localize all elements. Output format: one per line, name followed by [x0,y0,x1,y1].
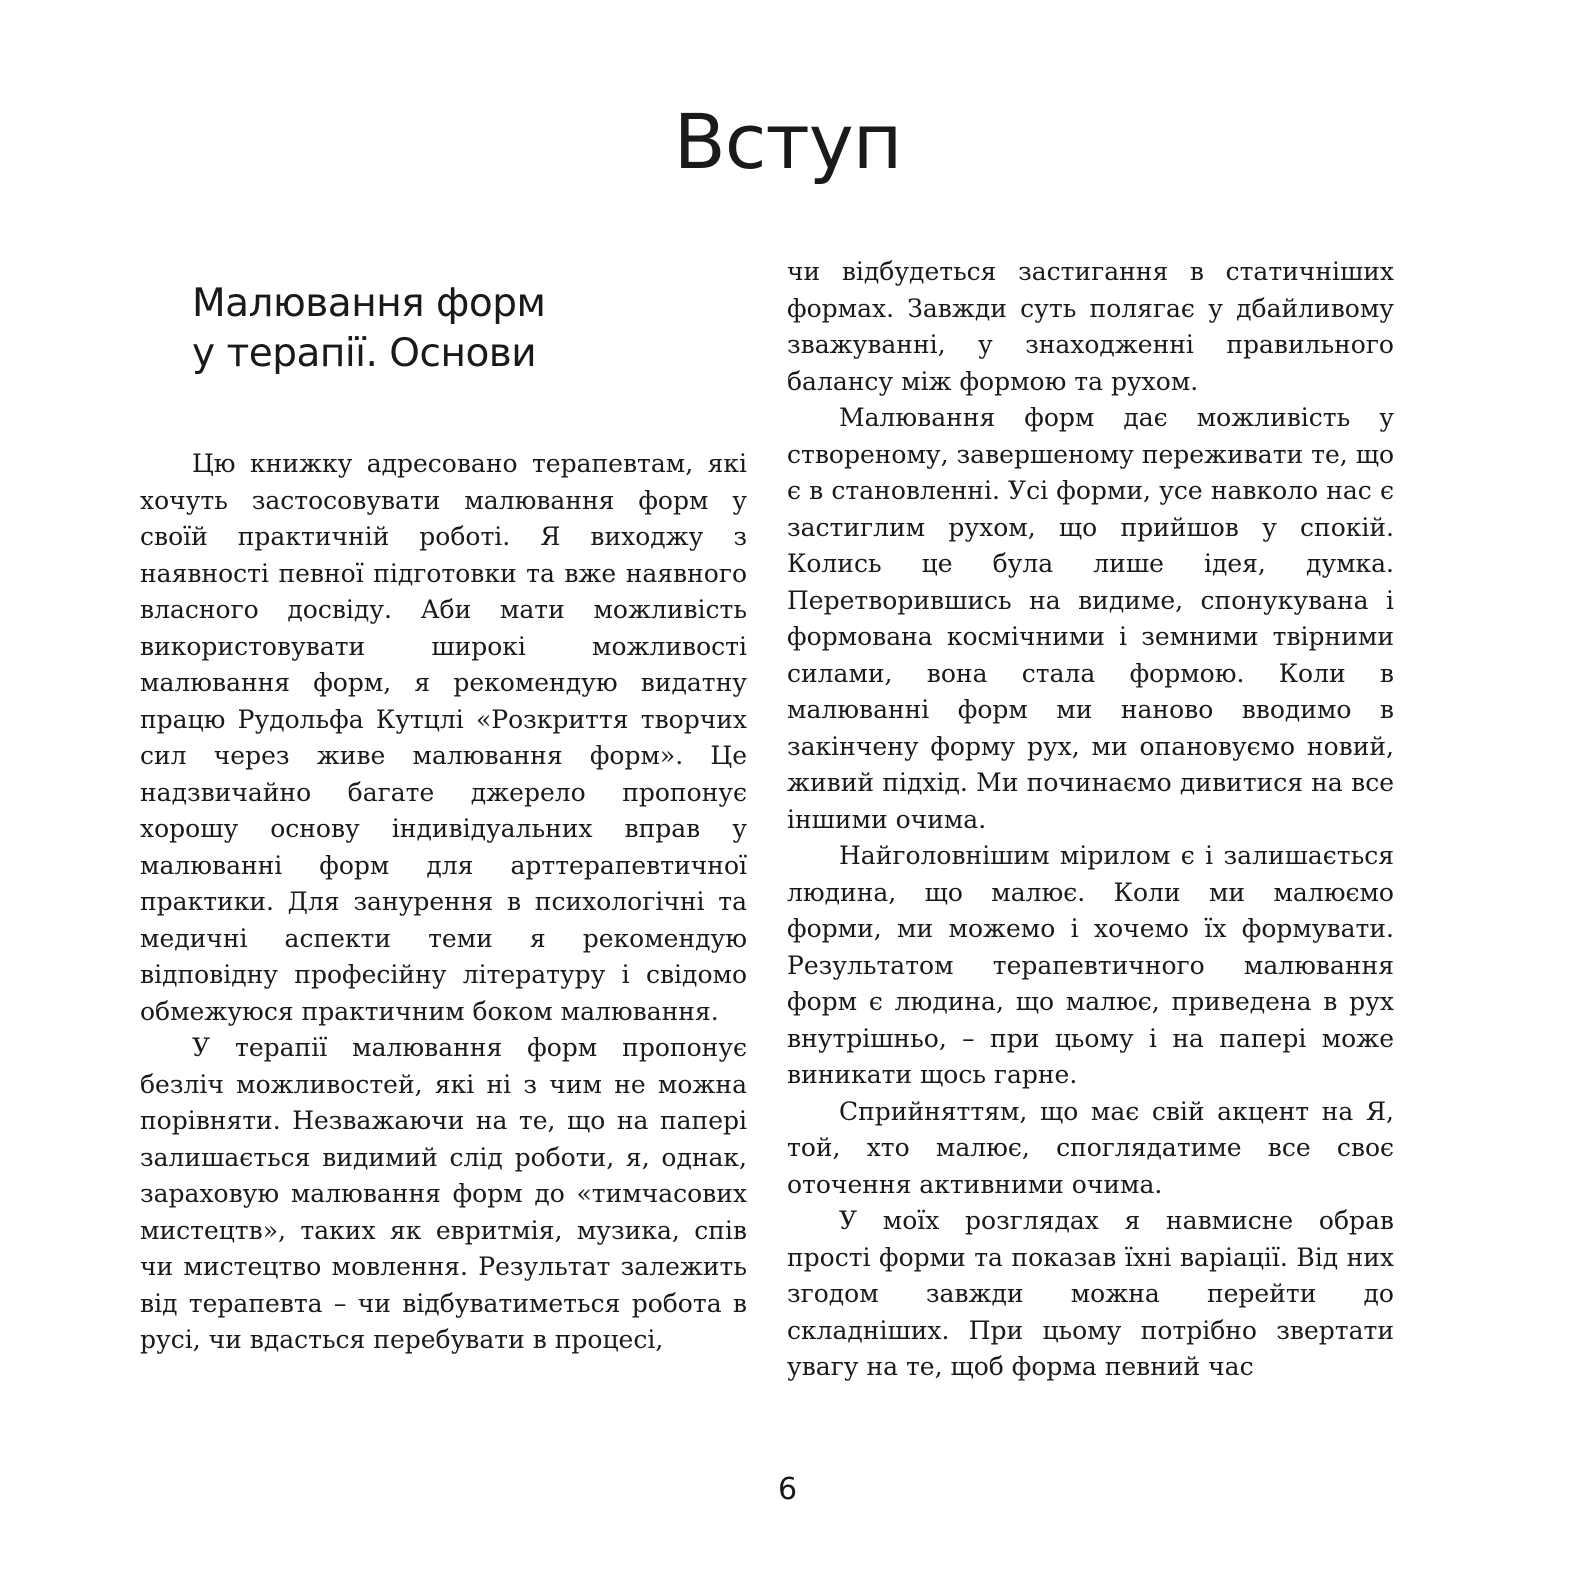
section-heading [140,279,747,379]
section-heading-line-2: у терапії. Основи [192,331,537,376]
chapter-title: Вступ [673,97,902,186]
paragraph: Сприйняттям, що має свій акцент на Я, той, хто малює, споглядатиме все своє оточення активними очима. [787,1096,1394,1199]
right-column [787,254,1394,1386]
paragraph: У моїх розглядах я навмисне обрав прості форми та показав їхні варіації. Від них згодом завжди можна перейти до складніших. При цьому потрібно звертати увагу на те, щоб форма певний час [787,1206,1394,1381]
paragraph-continued: чи відбудеться застигання в статичніших формах. Завжди суть полягає у дбайливому зважуванні, у знаходженні правильного балансу між формою та рухом. [787,257,1394,396]
left-column [140,254,747,1359]
section-heading-line-1: Малювання форм [192,281,546,326]
paragraph: У терапії малювання форм пропонує безліч можливостей, які ні з чим не можна порівняти. Незважаючи на те, що на папері залишається видимий слід роботи, я, однак, зараховую малювання форм до «тимчасових мистецтв», таких як евритмія, музика, спів чи мистецтво мовлення. Результат залежить від терапевта – чи відбуватиметься робота в русі, чи вдасться перебувати в процесі, [140,1033,747,1354]
paragraph: Цю книжку адресовано терапевтам, які хочуть застосовувати малювання форм у своїй практичній роботі. Я виходжу з наявності певної підготовки та вже наявного власного досвіду. Аби мати можливість використовувати широкі можливості малювання форм, я рекомендую видатну працю Рудольфа Кутцлі «Розкриття творчих сил через живе малювання форм». Це надзвичайно багате джерело пропонує хорошу основу індивідуальних вправ у малюванні форм для арттерапевтичної практики. Для занурення в психологічні та медичні аспекти теми я рекомендую відповідну професійну літературу і свідомо обмежуюся практичним боком малювання. [140,449,747,1026]
paragraph: Найголовнішим мірилом є і залишається людина, що малює. Коли ми малюємо форми, ми можемо і хочемо їх формувати. Результатом терапевтичного малювання форм є людина, що малює, приведена в рух внутрішньо, – при цьому і на папері може виникати щось гарне. [787,841,1394,1089]
page-number: 6 [777,1472,798,1507]
paragraph: Малювання форм дає можливість у створеному, завершеному переживати те, що є в становленні. Усі форми, усе навколо нас є застиглим рухом, що прийшов у спокій. Колись це була лише ідея, думка. Перетворившись на видиме, спонукувана і формована космічними і земними твірними силами, вона стала формою. Коли в малюванні форм ми наново вводимо в закінчену форму рух, ми опановуємо новий, живий підхід. Ми починаємо дивитися на все іншими очима. [787,403,1394,834]
